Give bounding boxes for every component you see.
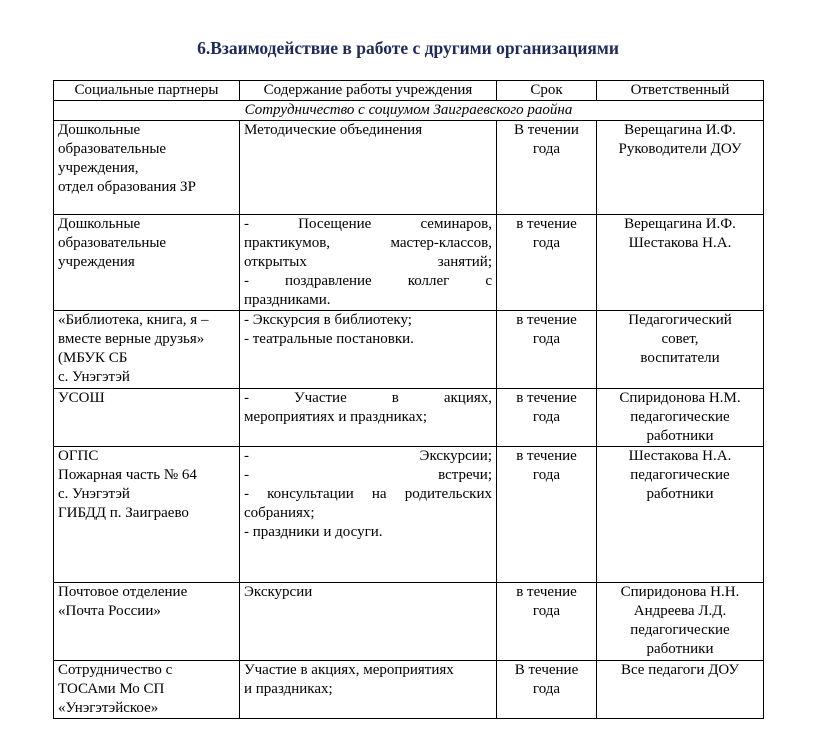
cell-line: Верещагина И.Ф.: [624, 216, 736, 232]
cell-line: в течение: [516, 390, 577, 406]
content-cell: [240, 447, 497, 583]
term-cell: [497, 583, 597, 661]
cell-line: В течение: [514, 662, 579, 678]
cell-line: работники: [646, 641, 714, 657]
responsible-cell: [597, 583, 764, 661]
term-cell: [497, 121, 597, 215]
cell-line: Участие в акциях, мероприятиях: [244, 662, 454, 678]
cell-line: ТОСАми Мо СП: [58, 681, 165, 697]
cell-line: года: [532, 141, 561, 157]
cell-line: (МБУК СБ: [58, 350, 128, 366]
cell-line: года: [532, 467, 561, 483]
cell-line: учреждения: [58, 254, 135, 270]
partners-table: [53, 80, 764, 719]
cell-line: практикумов, мастер-классов,: [244, 235, 492, 251]
cell-line: Шестакова Н.А.: [628, 448, 732, 464]
content-cell: [240, 121, 497, 215]
cell-line: Пожарная часть № 64: [58, 467, 197, 483]
partner-cell: [54, 583, 240, 661]
table-row: [54, 583, 764, 661]
term-cell: [497, 215, 597, 311]
cell-line: собраниях;: [244, 505, 315, 521]
table-row: [54, 311, 764, 389]
header-partners: Социальные партнеры: [54, 81, 240, 101]
cell-line: в течение: [516, 312, 577, 328]
cell-line: образовательные: [58, 235, 167, 251]
cell-line: - праздники и досуги.: [244, 524, 383, 540]
cell-line: отдел образования ЗР: [58, 179, 196, 195]
cell-line: в течение: [516, 448, 577, 464]
cell-line: Педагогический: [628, 312, 732, 328]
cell-line: Экскурсии: [244, 584, 313, 600]
cell-line: Дошкольные: [58, 122, 141, 138]
cell-line: - театральные постановки.: [244, 331, 414, 347]
cell-line: Все педагоги ДОУ: [620, 662, 740, 678]
cell-line: Почтовое отделение: [58, 584, 188, 600]
partner-cell: [54, 447, 240, 583]
header-content: Содержание работы учреждения: [240, 81, 497, 101]
cell-line: года: [532, 603, 561, 619]
table-row: [54, 447, 764, 583]
table-row: [54, 389, 764, 447]
cell-line: «Почта России»: [58, 603, 161, 619]
cell-line: года: [532, 235, 561, 251]
partner-cell: [54, 389, 240, 447]
responsible-cell: [597, 389, 764, 447]
cell-line: педагогические: [630, 467, 730, 483]
cell-line: педагогические: [630, 622, 730, 638]
content-cell: [240, 661, 497, 719]
cell-line: с. Унэгэтэй: [58, 369, 130, 385]
document-title: 6.Взаимодействие в работе с другими организациями: [197, 38, 619, 58]
partner-cell: [54, 661, 240, 719]
cell-line: Сотрудничество с: [58, 662, 173, 678]
cell-line: с. Унэгэтэй: [58, 486, 130, 502]
cell-line: учреждения,: [58, 160, 139, 176]
table-row: [54, 121, 764, 215]
cell-line: года: [532, 409, 561, 425]
cell-line: и праздниках;: [244, 681, 333, 697]
cell-line: Спиридонова Н.М.: [619, 390, 741, 406]
cell-line: В течении: [514, 122, 579, 138]
section-title: Сотрудничество с социумом Заиграевского раойна: [54, 101, 764, 121]
responsible-cell: [597, 661, 764, 719]
cell-line: ОГПС: [58, 448, 99, 464]
cell-line: воспитатели: [640, 350, 720, 366]
cell-line: совет,: [661, 331, 699, 347]
cell-line: Дошкольные: [58, 216, 141, 232]
cell-line: Андреева Л.Д.: [633, 603, 727, 619]
responsible-cell: [597, 447, 764, 583]
section-row: [54, 101, 764, 121]
cell-line: - Посещение семинаров,: [244, 216, 492, 232]
cell-line: открытых занятий;: [244, 254, 492, 270]
cell-line: - Экскурсии;: [244, 448, 492, 464]
table-row: [54, 215, 764, 311]
content-cell: [240, 583, 497, 661]
partner-cell: [54, 311, 240, 389]
cell-line: - встречи;: [244, 467, 492, 483]
content-cell: [240, 311, 497, 389]
cell-line: - Участие в акциях,: [244, 390, 492, 406]
cell-line: вместе верные друзья»: [58, 331, 205, 347]
cell-line: УСОШ: [58, 390, 105, 406]
responsible-cell: [597, 215, 764, 311]
cell-line: года: [532, 331, 561, 347]
cell-line: Верещагина И.Ф.: [624, 122, 736, 138]
term-cell: [497, 447, 597, 583]
cell-line: ГИБДД п. Заиграево: [58, 505, 189, 521]
header-responsible: Ответственный: [597, 81, 764, 101]
table-body: [54, 121, 764, 719]
table-header-row: [54, 81, 764, 101]
term-cell: [497, 311, 597, 389]
cell-line: Шестакова Н.А.: [628, 235, 732, 251]
cell-line: - консультации на родительских: [244, 486, 492, 502]
cell-line: педагогические: [630, 409, 730, 425]
cell-line: в течение: [516, 216, 577, 232]
cell-line: работники: [646, 428, 714, 444]
content-cell: [240, 389, 497, 447]
cell-line: праздниками.: [244, 292, 331, 308]
cell-line: года: [532, 681, 561, 697]
cell-line: мероприятиях и праздниках;: [244, 409, 428, 425]
term-cell: [497, 661, 597, 719]
cell-line: Методические объединения: [244, 122, 423, 138]
partner-cell: [54, 121, 240, 215]
cell-line: «Унэгэтэйское»: [58, 700, 159, 716]
cell-line: Руководители ДОУ: [618, 141, 742, 157]
responsible-cell: [597, 311, 764, 389]
cell-line: работники: [646, 486, 714, 502]
partner-cell: [54, 215, 240, 311]
header-term: Срок: [497, 81, 597, 101]
cell-line: «Библиотека, книга, я –: [58, 312, 209, 328]
table-row: [54, 661, 764, 719]
term-cell: [497, 389, 597, 447]
cell-line: в течение: [516, 584, 577, 600]
responsible-cell: [597, 121, 764, 215]
content-cell: [240, 215, 497, 311]
cell-line: образовательные: [58, 141, 167, 157]
cell-line: - Экскурсия в библиотеку;: [244, 312, 412, 328]
cell-line: Спиридонова Н.Н.: [620, 584, 740, 600]
cell-line: - поздравление коллег с: [244, 273, 492, 289]
